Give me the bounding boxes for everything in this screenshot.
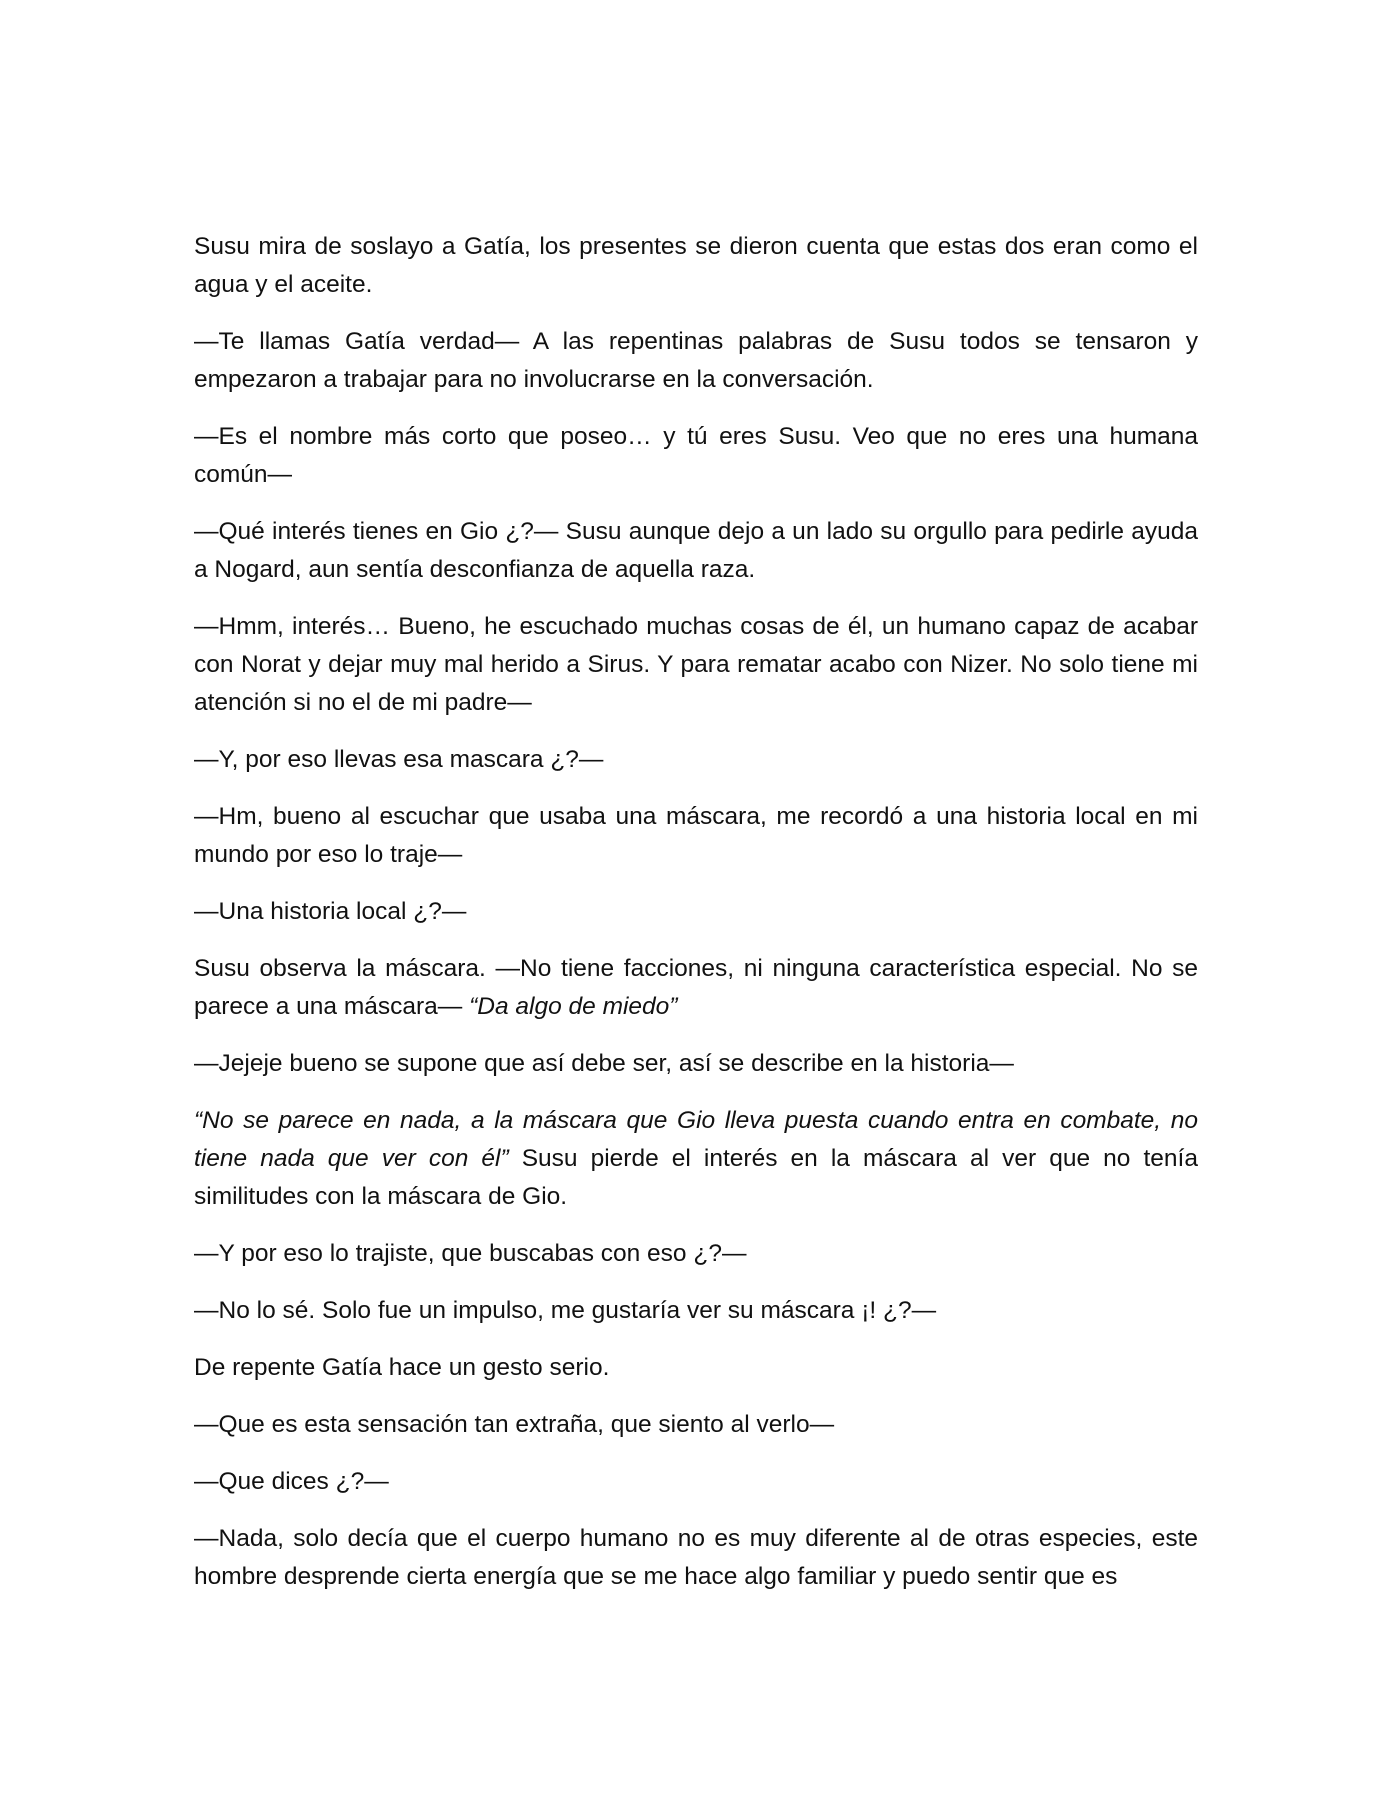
- text-run: —Es el nombre más corto que poseo… y tú eres Susu. Veo que no eres una humana común—: [194, 423, 1198, 488]
- paragraph: [194, 1292, 1198, 1330]
- paragraph: [194, 513, 1198, 589]
- text-run: De repente Gatía hace un gesto serio.: [194, 1354, 610, 1381]
- text-run: —Hm, bueno al escuchar que usaba una máscara, me recordó a una historia local en mi mundo por eso lo traje—: [194, 803, 1198, 868]
- paragraph: [194, 798, 1198, 874]
- paragraph: [194, 1406, 1198, 1444]
- text-run: —Que dices ¿?—: [194, 1468, 389, 1495]
- paragraph: [194, 323, 1198, 399]
- italic-thought: “Da algo de miedo”: [469, 993, 678, 1020]
- paragraph: [194, 608, 1198, 722]
- text-run: —Y, por eso llevas esa mascara ¿?—: [194, 746, 604, 773]
- text-run: Susu pierde el interés en la máscara al ver que no tenía similitudes con la máscara de Gio.: [194, 1145, 1198, 1210]
- text-run: —Nada, solo decía que el cuerpo humano no es muy diferente al de otras especies, este hombre desprende cierta energía que se me hace algo familiar y puedo sentir que es: [194, 1525, 1198, 1590]
- paragraph: [194, 418, 1198, 494]
- paragraph: [194, 1463, 1198, 1501]
- paragraph: [194, 1349, 1198, 1387]
- text-run: Susu mira de soslayo a Gatía, los presentes se dieron cuenta que estas dos eran como el agua y el aceite.: [194, 233, 1198, 298]
- text-run: —Hmm, interés… Bueno, he escuchado muchas cosas de él, un humano capaz de acabar con Norat y dejar muy mal herido a Sirus. Y para rematar acabo con Nizer. No solo tiene mi atención si no el de mi padre—: [194, 613, 1198, 716]
- paragraph: [194, 1520, 1198, 1596]
- paragraph: [194, 1235, 1198, 1273]
- text-run: —Que es esta sensación tan extraña, que siento al verlo—: [194, 1411, 835, 1438]
- paragraph: [194, 741, 1198, 779]
- text-run: —Y por eso lo trajiste, que buscabas con eso ¿?—: [194, 1240, 747, 1267]
- paragraph: [194, 1102, 1198, 1216]
- paragraph: [194, 950, 1198, 1026]
- paragraph: [194, 228, 1198, 304]
- text-run: —Una historia local ¿?—: [194, 898, 467, 925]
- italic-thought: “No se parece en nada, a la máscara que Gio lleva puesta cuando entra en combate, no tiene nada que ver con él”: [194, 1107, 1198, 1172]
- text-run: —Te llamas Gatía verdad— A las repentinas palabras de Susu todos se tensaron y empezaron a trabajar para no involucrarse en la conversación.: [194, 328, 1198, 393]
- paragraph: [194, 893, 1198, 931]
- text-run: Susu observa la máscara. —No tiene facciones, ni ninguna característica especial. No se parece a una máscara—: [194, 955, 1198, 1020]
- text-run: —No lo sé. Solo fue un impulso, me gustaría ver su máscara ¡! ¿?—: [194, 1297, 937, 1324]
- text-run: —Jejeje bueno se supone que así debe ser, así se describe en la historia—: [194, 1050, 1014, 1077]
- text-run: —Qué interés tienes en Gio ¿?— Susu aunque dejo a un lado su orgullo para pedirle ayuda a Nogard, aun sentía desconfianza de aquella raza.: [194, 518, 1198, 583]
- paragraph: [194, 1045, 1198, 1083]
- body-text: [194, 228, 1198, 1615]
